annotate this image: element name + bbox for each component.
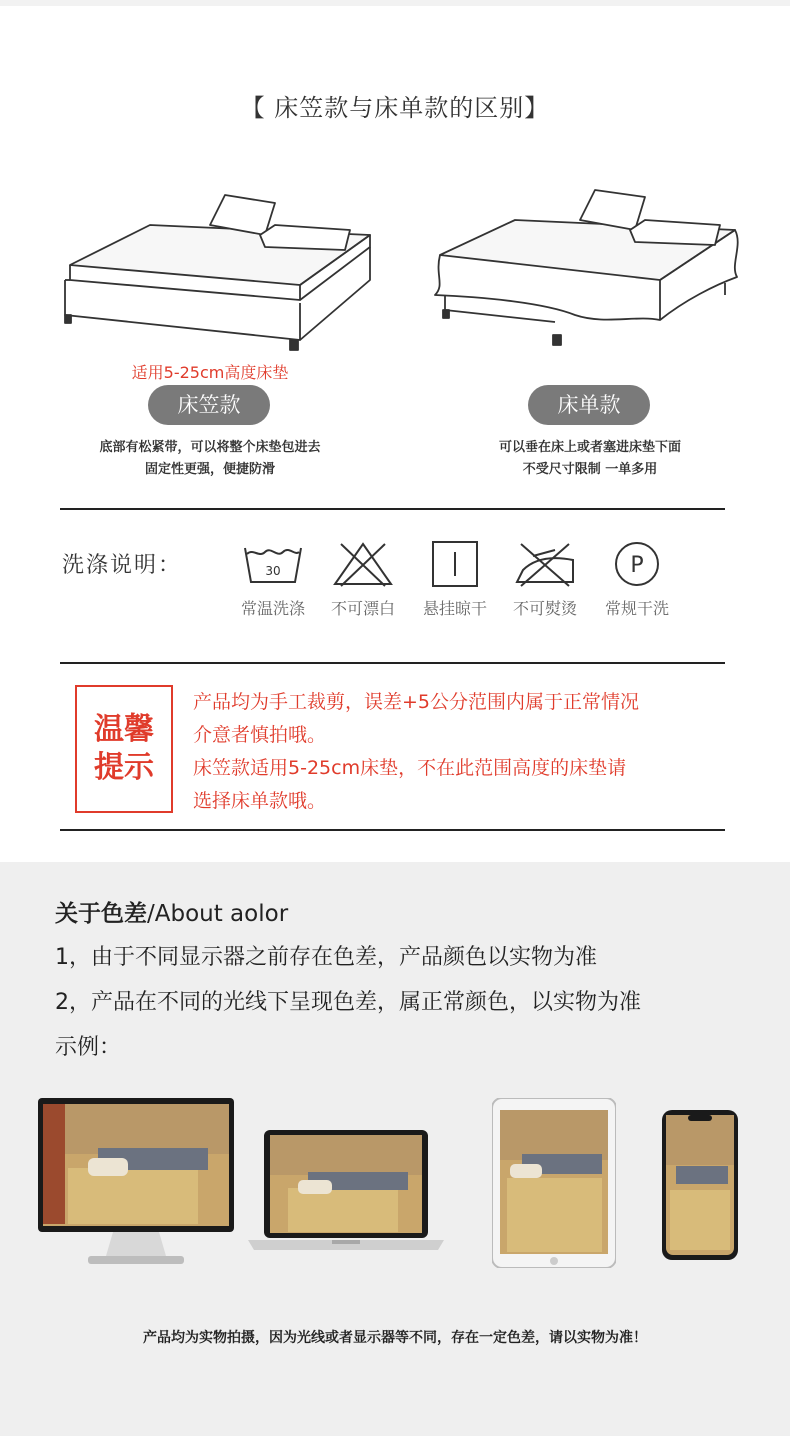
laptop-icon [248, 1130, 444, 1258]
no-bleach-icon [331, 540, 395, 588]
fitted-caption [60, 437, 360, 481]
svg-text:30: 30 [265, 564, 281, 578]
color-line2: 2，产品在不同的光线下呈现色差，属正常颜色，以实物为准 [55, 990, 641, 1015]
wash-label-normal: 常温洗涤 [240, 599, 305, 618]
tip-line4: 选择床单款哦。 [193, 790, 327, 812]
wash-label-no-iron: 不可熨烫 [512, 599, 577, 618]
tip-badge [89, 699, 159, 799]
divider-1 [60, 508, 725, 510]
flat-caption [440, 437, 740, 481]
color-line1: 1，由于不同显示器之前存在色差，产品颜色以实物为准 [55, 945, 597, 970]
color-title-bold: 关于色差 [55, 901, 147, 927]
tip-badge-box [75, 685, 173, 813]
divider-2 [60, 662, 725, 664]
tip-text [193, 686, 733, 818]
svg-text:P: P [630, 553, 644, 578]
page-title: 【 床笠款与床单款的区别】 [240, 94, 550, 122]
top-divider [0, 0, 790, 6]
fitted-caption-line1: 底部有松紧带，可以将整个床垫包进去 [99, 440, 321, 455]
tip-badge-line1: 温馨 [94, 712, 154, 747]
wash-item-no-bleach [318, 540, 408, 619]
wash-30-icon [241, 540, 305, 588]
divider-3 [60, 829, 725, 831]
tablet-icon [492, 1098, 616, 1268]
hang-dry-icon [423, 540, 487, 588]
color-line3: 示例： [55, 1035, 122, 1060]
flat-style-pill: 床单款 [528, 385, 650, 425]
phone-icon [662, 1110, 738, 1260]
wash-item-dry-clean [592, 540, 682, 619]
wash-label-no-bleach: 不可漂白 [330, 599, 395, 618]
color-title [55, 895, 288, 928]
bottom-note: 产品均为实物拍摄，因为光线或者显示器等不同，存在一定色差，请以实物为准！ [143, 1330, 647, 1346]
wash-label-hang-dry: 悬挂晾干 [422, 599, 487, 618]
tip-line1: 产品均为手工裁剪，误差+5公分范围内属于正常情况 [193, 691, 640, 713]
flat-bed-illustration [425, 185, 745, 360]
wash-item-no-iron [500, 540, 590, 619]
monitor-icon [38, 1098, 234, 1270]
color-title-rest: /About aolor [147, 901, 289, 927]
wash-label-dry-clean: 常规干洗 [604, 599, 669, 618]
wash-item-hang-dry [410, 540, 500, 619]
fitted-caption-line2: 固定性更强，便捷防滑 [144, 462, 275, 477]
dry-clean-p-icon [605, 540, 669, 588]
flat-caption-line1: 可以垂在床上或者塞进床垫下面 [498, 440, 681, 455]
tip-line3: 床笠款适用5-25cm床垫，不在此范围高度的床垫请 [193, 757, 627, 779]
wash-title: 洗涤说明： [62, 553, 183, 578]
wash-item-normal [228, 540, 318, 619]
tip-badge-line2: 提示 [94, 750, 154, 785]
no-iron-icon [513, 540, 577, 588]
fitted-bed-illustration [60, 185, 380, 360]
flat-caption-line2: 不受尺寸限制 一单多用 [522, 462, 658, 477]
tip-line2: 介意者慎拍哦。 [193, 724, 327, 746]
fitted-style-pill: 床笠款 [148, 385, 270, 425]
fitted-size-note: 适用5-25cm高度床垫 [131, 363, 289, 382]
